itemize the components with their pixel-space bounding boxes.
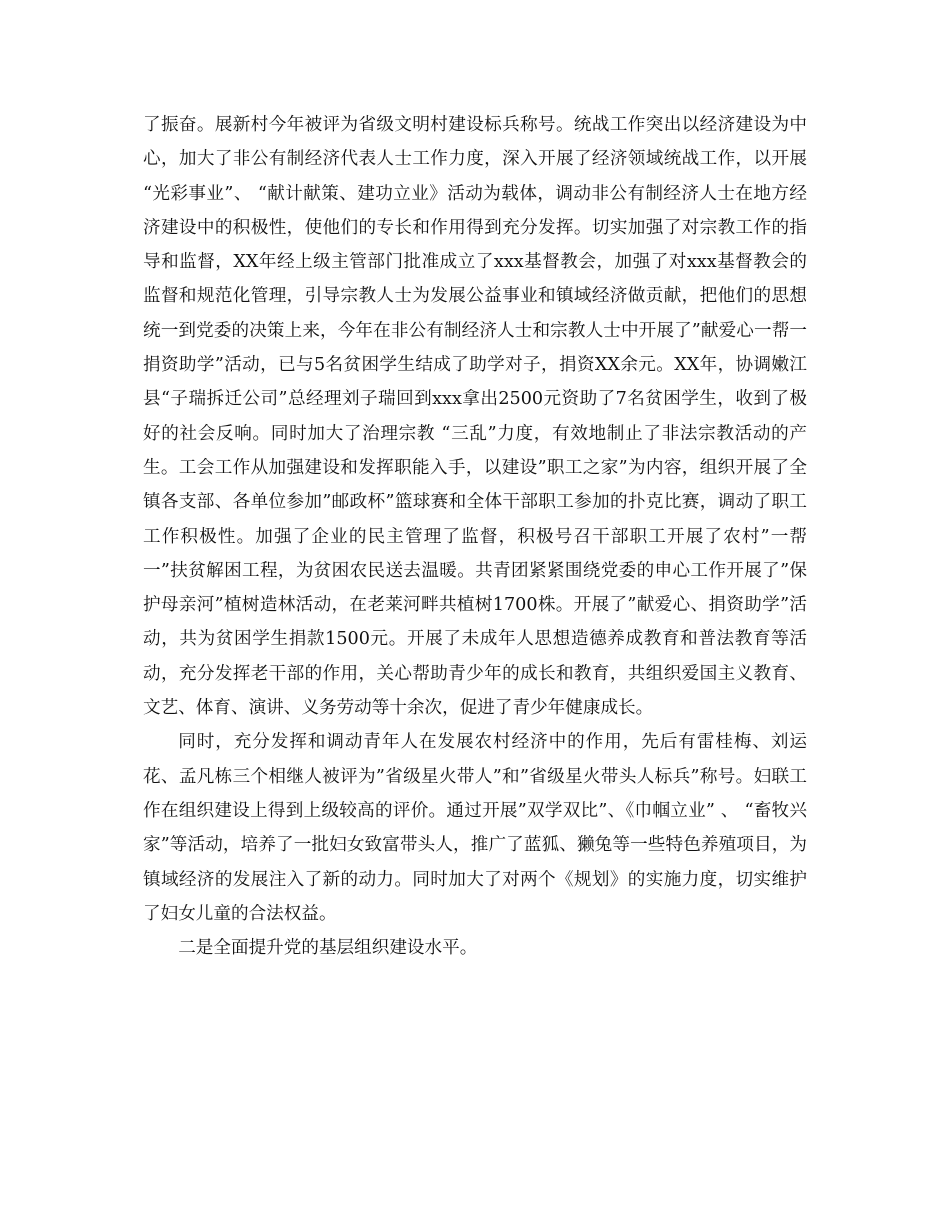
paragraph-party-organization-heading: 二是全面提升党的基层组织建设水平。 [178,938,478,959]
paragraph-united-front-work: 了振奋。展新村今年被评为省级文明村建设标兵称号。统战工作突出以经济建设为中心，加大了非公有制经济代表人士工作力度，深入开展了经济领域统战工作，以开展 “光彩事业”、 “献计献策、建功立业》活动为载体，调动非公有制经济人士在地方经济建设中的积极性，使他们的专长和作用得到充分发挥。切实加强了对宗教工作的指导和监督，XX年经上级主管部门批准成立了xxx基督教会，加强了对xxx基督教会的监督和规范化管理，引导宗教人士为发展公益事业和镇域经济做贡献，把他们的思想统一到党委的决策上来，今年在非公有制经济人士和宗教人士中开展了”献爱心一帮一捐资助学”活动，已与5名贫困学生结成了助学对子，捐资XX余元。XX年，协调嫩江县“子瑞拆迁公司”总经理刘子瑞回到xxx拿出2500元资助了7名贫困学生，收到了极好的社会反响。同时加大了治理宗教 “三乱”力度，有效地制止了非法宗教活动的产生。工会工作从加强建设和发挥职能入手，以建设”职工之家”为内容，组织开展了全镇各支部、各单位参加”邮政杯”篮球赛和全体干部职工参加的扑克比赛，调动了职工工作积极性。加强了企业的民主管理了监督，积极号召干部职工开展了农村”一帮一”扶贫解困工程，为贫困农民送去温暖。共青团紧紧围绕党委的申心工作开展了”保护母亲河”植树造林活动，在老莱河畔共植树1700株。开展了”献爱心、捐资助学”活动，共为贫困学生捐款1500元。开展了未成年人思想造德养成教育和普法教育等活动，充分发挥老干部的作用，关心帮助青少年的成长和教育，共组织爱国主义教育、文艺、体育、演讲、义务劳动等十余次，促进了青少年健康成长。 [143,115,807,719]
document-body [143,108,807,965]
paragraph-youth-and-women-work: 同时，充分发挥和调动青年人在发展农村经济中的作用，先后有雷桂梅、刘运花、孟凡栋三个相继人被评为”省级星火带人”和”省级星火带头人标兵”称号。妇联工作在组织建设上得到上级较高的评价。通过开展”双学双比”、《巾帼立业” 、 “畜牧兴家”等活动，培养了一批妇女致富带头人，推广了蓝狐、獭兔等一些特色养殖项目，为镇域经济的发展注入了新的动力。同时加大了对两个《规划》的实施力度，切实维护了妇女儿童的合法权益。 [143,732,807,924]
